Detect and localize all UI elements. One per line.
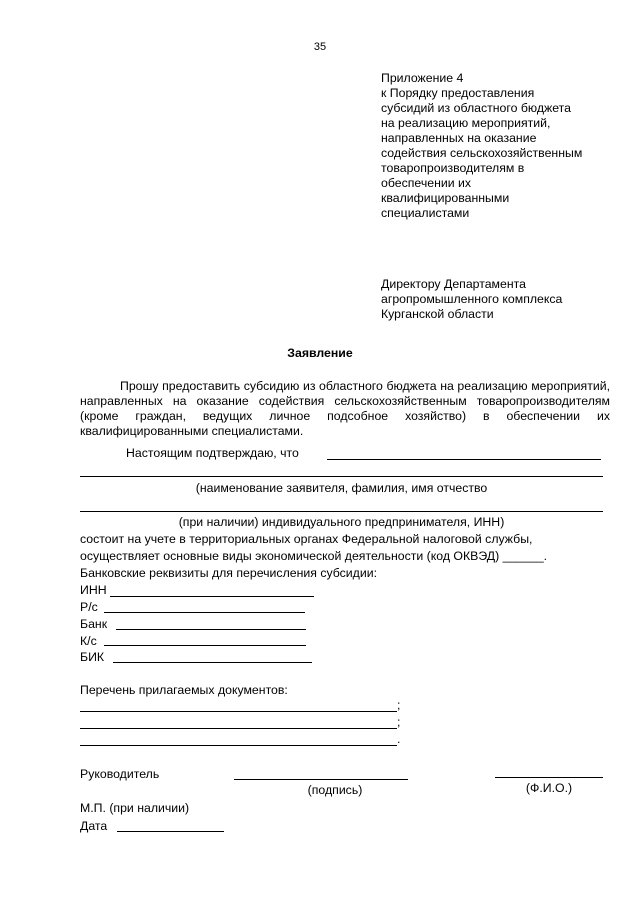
bank-field-label-account: Р/с [80,600,98,614]
document-line-end: ; [397,715,401,729]
document-line-end: ; [397,698,401,712]
seal-label: М.П. (при наличии) [80,801,190,815]
account-field-line[interactable] [104,612,305,613]
document-line[interactable] [80,711,397,712]
appendix-line: товаропроизводителям в [381,161,525,175]
appendix-line: квалифицированными [381,191,510,205]
confirm-label: Настоящим подтверждаю, что [126,446,299,460]
appendix-block [381,71,582,221]
fio-caption: (Ф.И.О.) [525,781,573,795]
bank-field-label-bank: Банк [80,617,108,631]
appendix-line: обеспечении их [381,176,472,190]
document-line[interactable] [80,728,397,729]
signature-caption: (подпись) [307,783,363,797]
appendix-line: к Порядку предоставления [381,86,535,100]
applicant-name-line[interactable] [80,476,603,477]
fio-line[interactable] [495,777,603,778]
applicant-caption: (наименование заявителя, фамилия, имя отчество [195,481,488,495]
signature-line[interactable] [234,779,408,780]
appendix-line: направленных на оказание [381,131,537,145]
bank-field-line[interactable] [116,629,306,630]
bank-heading: Банковские реквизиты для перечисления субсидии: [80,566,378,580]
appendix-line: Приложение 4 [381,71,464,85]
recipient-line: агропромышленного комплекса [381,292,563,306]
tax-registration-text: состоит на учете в территориальных органах Федеральной налоговой службы, [80,532,533,546]
appendix-line: субсидий из областного бюджета [381,101,571,115]
bank-field-label-corr: К/с [80,634,97,648]
entrepreneur-caption: (при наличии) индивидуального предпринимателя, ИНН) [178,515,505,529]
documents-heading: Перечень прилагаемых документов: [80,683,288,697]
corr-account-field-line[interactable] [104,645,306,646]
bik-field-line[interactable] [113,662,312,663]
recipient-block [381,277,562,322]
appendix-line: специалистами [381,206,470,220]
recipient-line: Курганской области [381,307,494,321]
entrepreneur-line[interactable] [80,511,603,512]
recipient-line: Директору Департамента [381,277,526,291]
request-paragraph: Прошу предоставить субсидию из областного бюджета на реализацию мероприятий, направленных на оказание содействия сельскохозяйственным товаропроизводителям (кроме граждан, ведущих личное подсобное хозяйство) в обеспечении их квалифицированными специалистами. [80,379,610,438]
document-line-end: . [397,732,401,746]
date-label: Дата [80,819,108,833]
head-label: Руководитель [80,767,160,781]
date-field-line[interactable] [117,831,224,832]
inn-field-line[interactable] [110,596,314,597]
bank-field-label-inn: ИНН [80,583,107,597]
page-number: 35 [313,41,327,53]
appendix-line: содействия сельскохозяйственным [381,146,583,160]
document-title: Заявление [287,346,353,360]
confirm-fill-line[interactable] [327,459,601,460]
document-line[interactable] [80,745,397,746]
bank-field-label-bik: БИК [80,650,105,664]
appendix-line: на реализацию мероприятий, [381,116,551,130]
okved-text: осуществляет основные виды экономической деятельности (код ОКВЭД) ______. [80,549,548,563]
